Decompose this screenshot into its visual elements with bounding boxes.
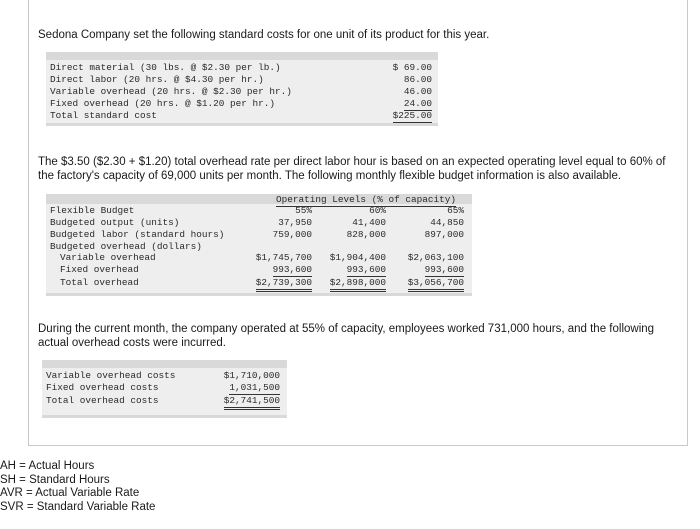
cost-row-label: Fixed overhead (20 hrs. @ $1.20 per hr.) xyxy=(50,98,276,109)
cost-row-amount: 46.00 xyxy=(403,86,432,97)
table-header-bar xyxy=(46,52,438,60)
total-cost-amount: $225.00 xyxy=(393,110,432,125)
cost-row-amount: $ 69.00 xyxy=(392,62,432,73)
actual-total-amount: $2,741,500 xyxy=(224,395,280,410)
total-overhead-cell: $2,739,300 xyxy=(256,277,312,292)
actual-row-amount: $1,710,000 xyxy=(223,370,280,381)
budget-cell: 759,000 xyxy=(272,229,312,240)
total-cost-label: Total standard cost xyxy=(50,110,157,121)
budget-row-label: Budgeted output (units) xyxy=(50,217,180,228)
budget-row-label: Budgeted labor (standard hours) xyxy=(50,229,225,240)
table-header-bar xyxy=(42,360,287,368)
budget-cell: $1,745,700 xyxy=(255,252,312,263)
level-header: 65% xyxy=(447,205,464,216)
intro-text: Sedona Company set the following standard costs for one unit of its product for this year. xyxy=(38,29,490,41)
budget-cell: 993,600 xyxy=(346,264,386,275)
budget-cell: 37,950 xyxy=(278,217,312,228)
level-header: 60% xyxy=(369,205,386,216)
budget-cell: 897,000 xyxy=(424,229,464,240)
cost-row-label: Direct labor (20 hrs. @ $4.30 per hr.) xyxy=(50,74,264,85)
abbreviation-item: SH = Standard Hours xyxy=(0,473,110,486)
table-footer-bar xyxy=(46,123,438,126)
total-overhead-cell: $2,898,000 xyxy=(330,277,386,292)
budget-row-label: Fixed overhead xyxy=(60,264,139,275)
table-footer-bar xyxy=(46,293,472,296)
standard-cost-table xyxy=(46,52,438,126)
flexible-budget-title: Flexible Budget xyxy=(50,205,135,216)
rate-paragraph: The $3.50 ($2.30 + $1.20) total overhead rate per direct labor hour is based on an expected operating level equal to 60% of the factory's capacity of 69,000 units per month. The following monthly flexible budget information is also available. xyxy=(38,156,666,182)
budget-cell: 41,400 xyxy=(352,217,386,228)
actual-row-label: Fixed overhead costs xyxy=(46,382,159,393)
budget-cell: 828,000 xyxy=(346,229,386,240)
level-header: 55% xyxy=(295,205,312,216)
cost-row-label: Direct material (30 lbs. @ $2.30 per lb.) xyxy=(50,62,281,73)
abbreviation-item: SVR = Standard Variable Rate xyxy=(0,500,156,513)
overhead-section-label: Budgeted overhead (dollars) xyxy=(50,241,202,252)
standard-cost-amounts xyxy=(393,62,432,122)
flexible-budget-table xyxy=(46,194,472,296)
cost-row-label: Variable overhead (20 hrs. @ $2.30 per hr.) xyxy=(50,86,292,97)
budget-cell: $1,904,400 xyxy=(329,252,386,263)
actual-row-label: Variable overhead costs xyxy=(46,370,176,381)
standard-cost-labels xyxy=(50,62,292,122)
budget-cell: $2,063,100 xyxy=(407,252,464,263)
abbreviation-item: AH = Actual Hours xyxy=(0,460,95,472)
cost-row-amount: 24.00 xyxy=(403,98,432,109)
operating-levels-header-text: Operating Levels (% of capacity) xyxy=(275,194,457,205)
abbreviation-list xyxy=(0,460,155,514)
cost-row-amount: 86.00 xyxy=(403,74,432,85)
total-overhead-cell: $3,056,700 xyxy=(408,277,464,292)
total-overhead-label: Total overhead xyxy=(60,277,139,288)
budget-row-label: Variable overhead xyxy=(60,252,156,263)
budget-cell: 993,600 xyxy=(424,264,464,275)
table-footer-bar xyxy=(42,415,287,418)
actual-total-label: Total overhead costs xyxy=(46,395,159,406)
abbreviation-item: AVR = Actual Variable Rate xyxy=(0,487,140,499)
budget-cell: 993,600 xyxy=(272,264,312,275)
actual-paragraph: During the current month, the company operated at 55% of capacity, employees worked 731,000 hours, and the following actual overhead costs were incurred. xyxy=(38,323,655,349)
actual-overhead-table xyxy=(42,360,287,418)
budget-cell: 44,850 xyxy=(430,217,464,228)
actual-row-amount: 1,031,500 xyxy=(229,382,280,393)
